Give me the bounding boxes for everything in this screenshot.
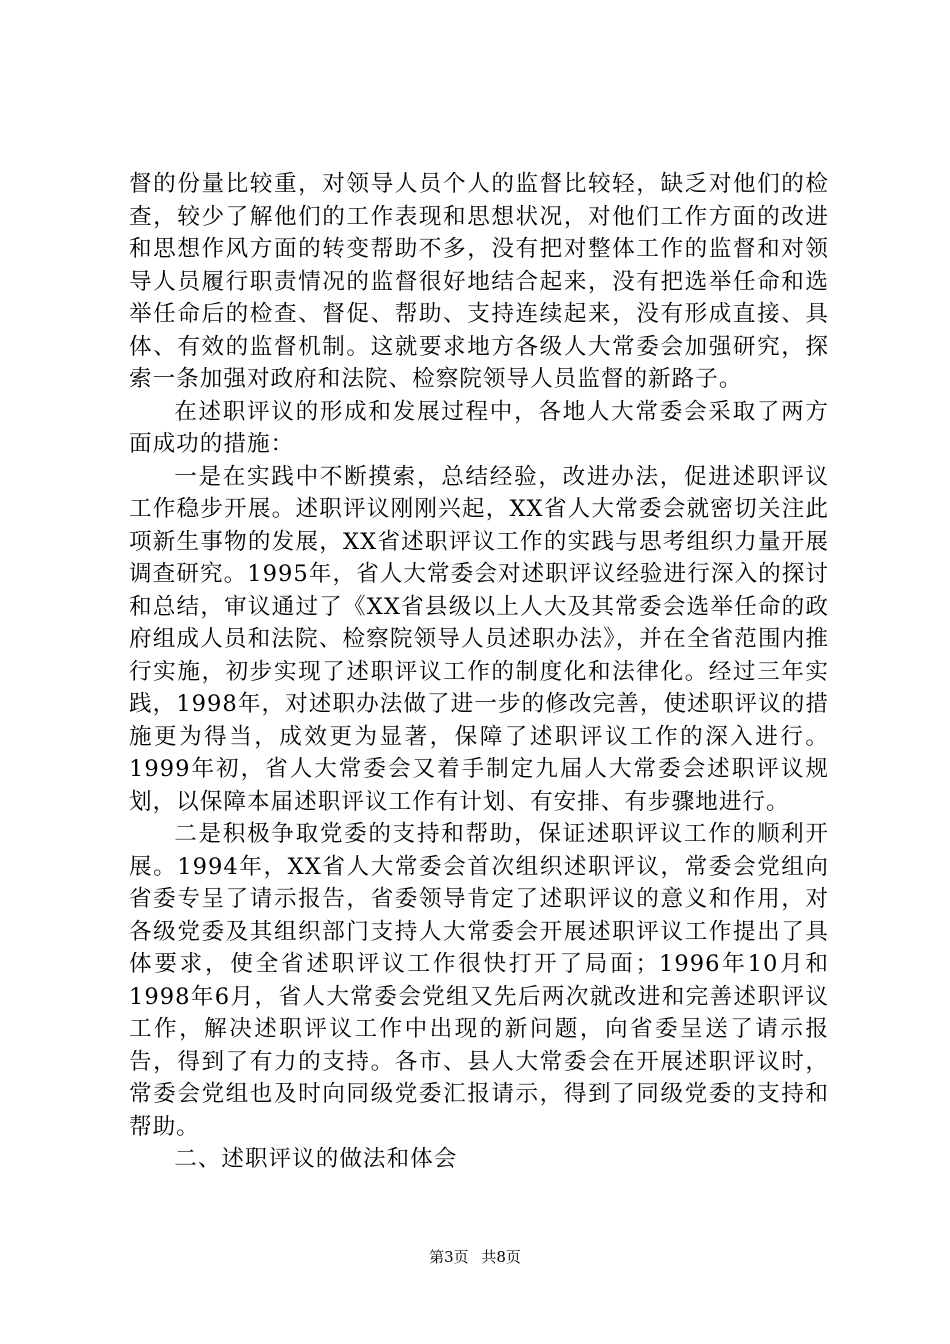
paragraph-3: 一是在实践中不断摸索，总结经验，改进办法，促进述职评议工作稳步开展。述职评议刚刚兴起，XX省人大常委会就密切关注此项新生事物的发展，XX省述职评议工作的实践与思考组织力量开展调查研究。1995年，省人大常委会对述职评议经验进行深入的探讨和总结，审议通过了《XX省县级以上人大及其常委会选举任命的政府组成人员和法院、检察院领导人员述职办法》，并在全省范围内推行实施，初步实现了述职评议工作的制度化和法律化。经过三年实践，1998年，对述职办法做了进一步的修改完善，使述职评议的措施更为得当，成效更为显著，保障了述职评议工作的深入进行。1999年初，省人大常委会又着手制定九届人大常委会述职评议规划，以保障本届述职评议工作有计划、有安排、有步骤地进行。	[129, 463, 829, 815]
page-number: 第3页	[429, 1248, 469, 1266]
page-footer	[0, 1246, 950, 1267]
page-total: 共8页	[481, 1248, 521, 1266]
document-body	[129, 168, 829, 1176]
section-heading: 二、述职评议的做法和体会	[174, 1146, 458, 1172]
paragraph-1: 督的份量比较重，对领导人员个人的监督比较轻，缺乏对他们的检查，较少了解他们的工作表现和思想状况，对他们工作方面的改进和思想作风方面的转变帮助不多，没有把对整体工作的监督和对领导人员履行职责情况的监督很好地结合起来，没有把选举任命和选举任命后的检查、督促、帮助、支持连续起来，没有形成直接、具体、有效的监督机制。这就要求地方各级人大常委会加强研究，探索一条加强对政府和法院、检察院领导人员监督的新路子。	[129, 171, 829, 392]
paragraph-4: 二是积极争取党委的支持和帮助，保证述职评议工作的顺利开展。1994年，XX省人大常委会首次组织述职评议，常委会党组向省委专呈了请示报告，省委领导肯定了述职评议的意义和作用，对各级党委及其组织部门支持人大常委会开展述职评议工作提出了具体要求，使全省述职评议工作很快打开了局面；1996年10月和1998年6月，省人大常委会党组又先后两次就改进和完善述职评议工作，解决述职评议工作中出现的新问题，向省委呈送了请示报告，得到了有力的支持。各市、县人大常委会在开展述职评议时，常委会党组也及时向同级党委汇报请示，得到了同级党委的支持和帮助。	[129, 821, 829, 1140]
paragraph-2: 在述职评议的形成和发展过程中，各地人大常委会采取了两方面成功的措施：	[129, 398, 829, 457]
